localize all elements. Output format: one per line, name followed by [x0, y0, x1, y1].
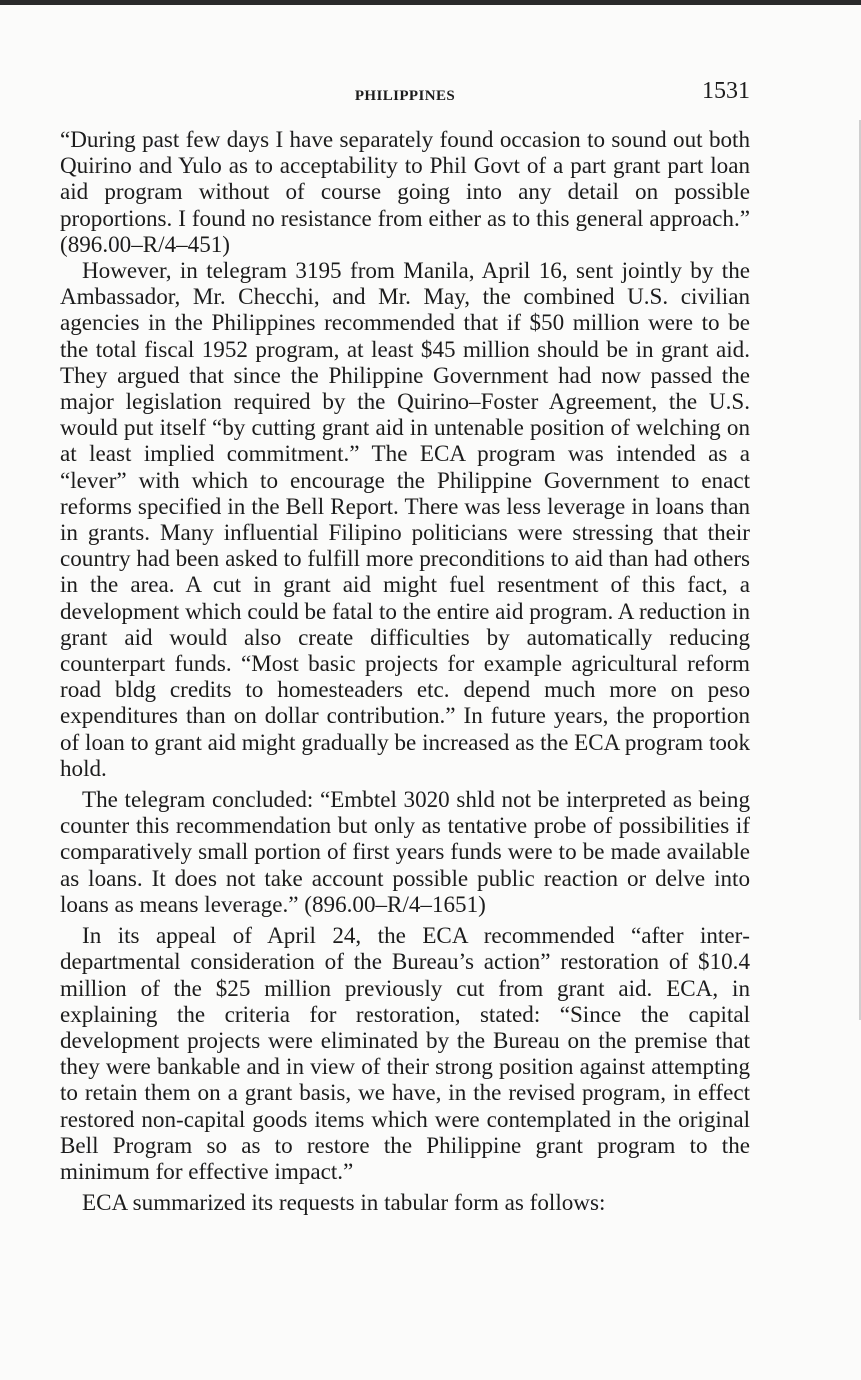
running-head [60, 78, 750, 118]
paragraph-eca-summary: ECA summarized its requests in tabular form as follows: [82, 1189, 606, 1216]
paragraph-quote-continued: “During past few days I have separately found occasion to sound out both Quirino and Yulo as to acceptability to Phil Govt of a part grant part loan aid program without of course going into any detail on possible proportions. I found no resistance from either as to this general approach.” (896.00–R/4–451) [60, 126, 750, 257]
page-number: 1531 [702, 78, 750, 104]
paragraph-telegram-conclusion: The telegram concluded: “Embtel 3020 shld not be interpreted as being counter this recommendation but only as tentative probe of possibilities if comparatively small portion of first years funds were to be made available as loans. It does not take account possible public reaction or delve into loans as means leverage.” (896.00–R/4–1651) [60, 786, 750, 917]
paragraph-telegram-3195: However, in telegram 3195 from Manila, April 16, sent jointly by the Ambassador, Mr. Checchi, and Mr. May, the combined U.S. civilian agencies in the Philippines recommended that if $50 million were to be the total fiscal 1952 program, at least $45 million should be in grant aid. They argued that since the Philippine Government had now passed the major legislation required by the Quirino–Foster Agreement, the U.S. would put itself “by cutting grant aid in untenable position of welching on at least implied commitment.” The ECA program was intended as a “lever” with which to encourage the Philippine Government to enact reforms specified in the Bell Report. There was less leverage in loans than in grants. Many influential Filipino politicians were stressing that their country had been asked to fulfill more preconditions to aid than had others in the area. A cut in grant aid might fuel resentment of this fact, a development which could be fatal to the entire aid program. A reduction in grant aid would also create difficulties by automatically reducing counterpart funds. “Most basic projects for example agricultural reform road bldg credits to homesteaders etc. depend much more on peso expenditures than on dollar contribution.” In future years, the proportion of loan to grant aid might gradually be increased as the ECA program took hold. [60, 257, 750, 781]
body-text [60, 126, 750, 1215]
page-top-border [0, 0, 861, 5]
paragraph-eca-appeal: In its appeal of April 24, the ECA recommended “after interdepartmental consideration of the Bureau’s action” restoration of $10.4 million of the $25 million previously cut from grant aid. ECA, in explaining the criteria for restoration, stated: “Since the capital development projects were eliminated by the Bureau on the premise that they were bankable and in view of their strong position against attempting to retain them on a grant basis, we have, in the revised program, in effect restored non-capital goods items which were contemplated in the original Bell Program so as to restore the Philippine grant program to the minimum for effective impact.” [60, 922, 750, 1184]
page-title: PHILIPPINES [354, 88, 456, 104]
